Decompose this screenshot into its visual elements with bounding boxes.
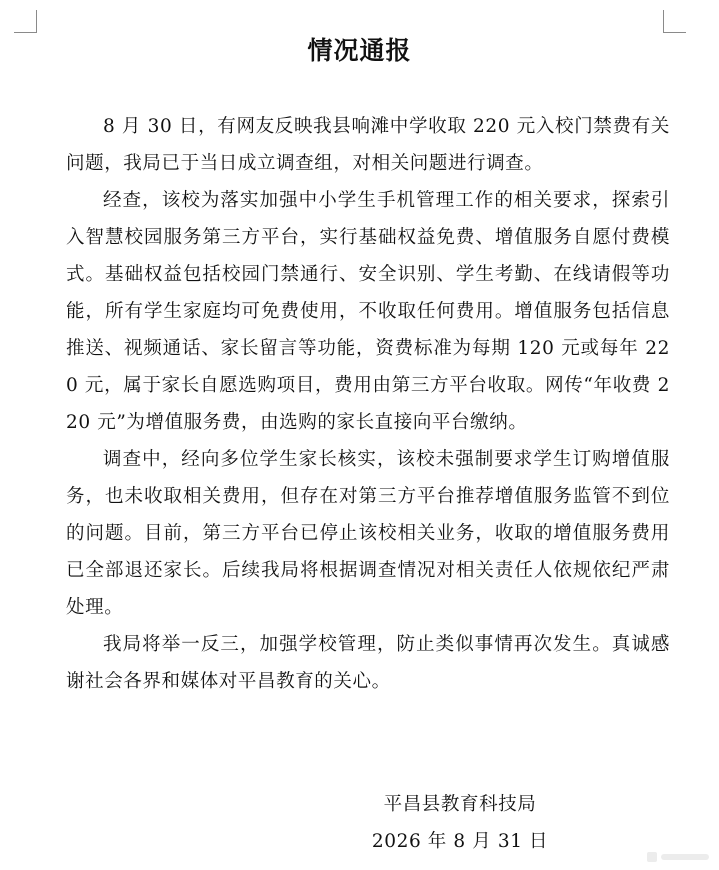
crop-mark-top-left [14, 10, 37, 33]
signature-block [340, 786, 580, 860]
paragraph-investigation: 调查中，经向多位学生家长核实，该校未强制要求学生订购增值服务，也未收取相关费用，但存在对第三方平台推荐增值服务监管不到位的问题。目前，第三方平台已停止该校相关业务，收取的增值服务费用已全部退还家长。后续我局将根据调查情况对相关责任人依规依纪严肃处理。 [66, 449, 670, 618]
issue-date: 2026 年 8 月 31 日 [371, 831, 549, 852]
issuing-organization: 平昌县教育科技局 [383, 794, 537, 815]
crop-mark-top-right [663, 10, 686, 33]
document-title: 情况通报 [307, 36, 412, 65]
paragraph-closing: 我局将举一反三，加强学校管理，防止类似事情再次发生。真诚感谢社会各界和媒体对平昌教育的关心。 [66, 634, 670, 692]
paragraph-findings: 经查，该校为落实加强中小学生手机管理工作的相关要求，探索引入智慧校园服务第三方平台，实行基础权益免费、增值服务自愿付费模式。基础权益包括校园门禁通行、安全识别、学生考勤、在线请假等功能，所有学生家庭均可免费使用，不收取任何费用。增值服务包括信息推送、视频通话、家长留言等功能，资费标准为每期 120 元或每年 220 元，属于家长自愿选购项目，费用由第三方平台收取。网传“年收费 220 元”为增值服务费，由选购的家长直接向平台缴纳。 [66, 190, 670, 433]
document-body [66, 108, 670, 700]
paragraph-report: 8 月 30 日，有网友反映我县响滩中学收取 220 元入校门禁费有关问题，我局已于当日成立调查组，对相关问题进行调查。 [66, 116, 670, 174]
watermark-graphic [647, 850, 711, 864]
